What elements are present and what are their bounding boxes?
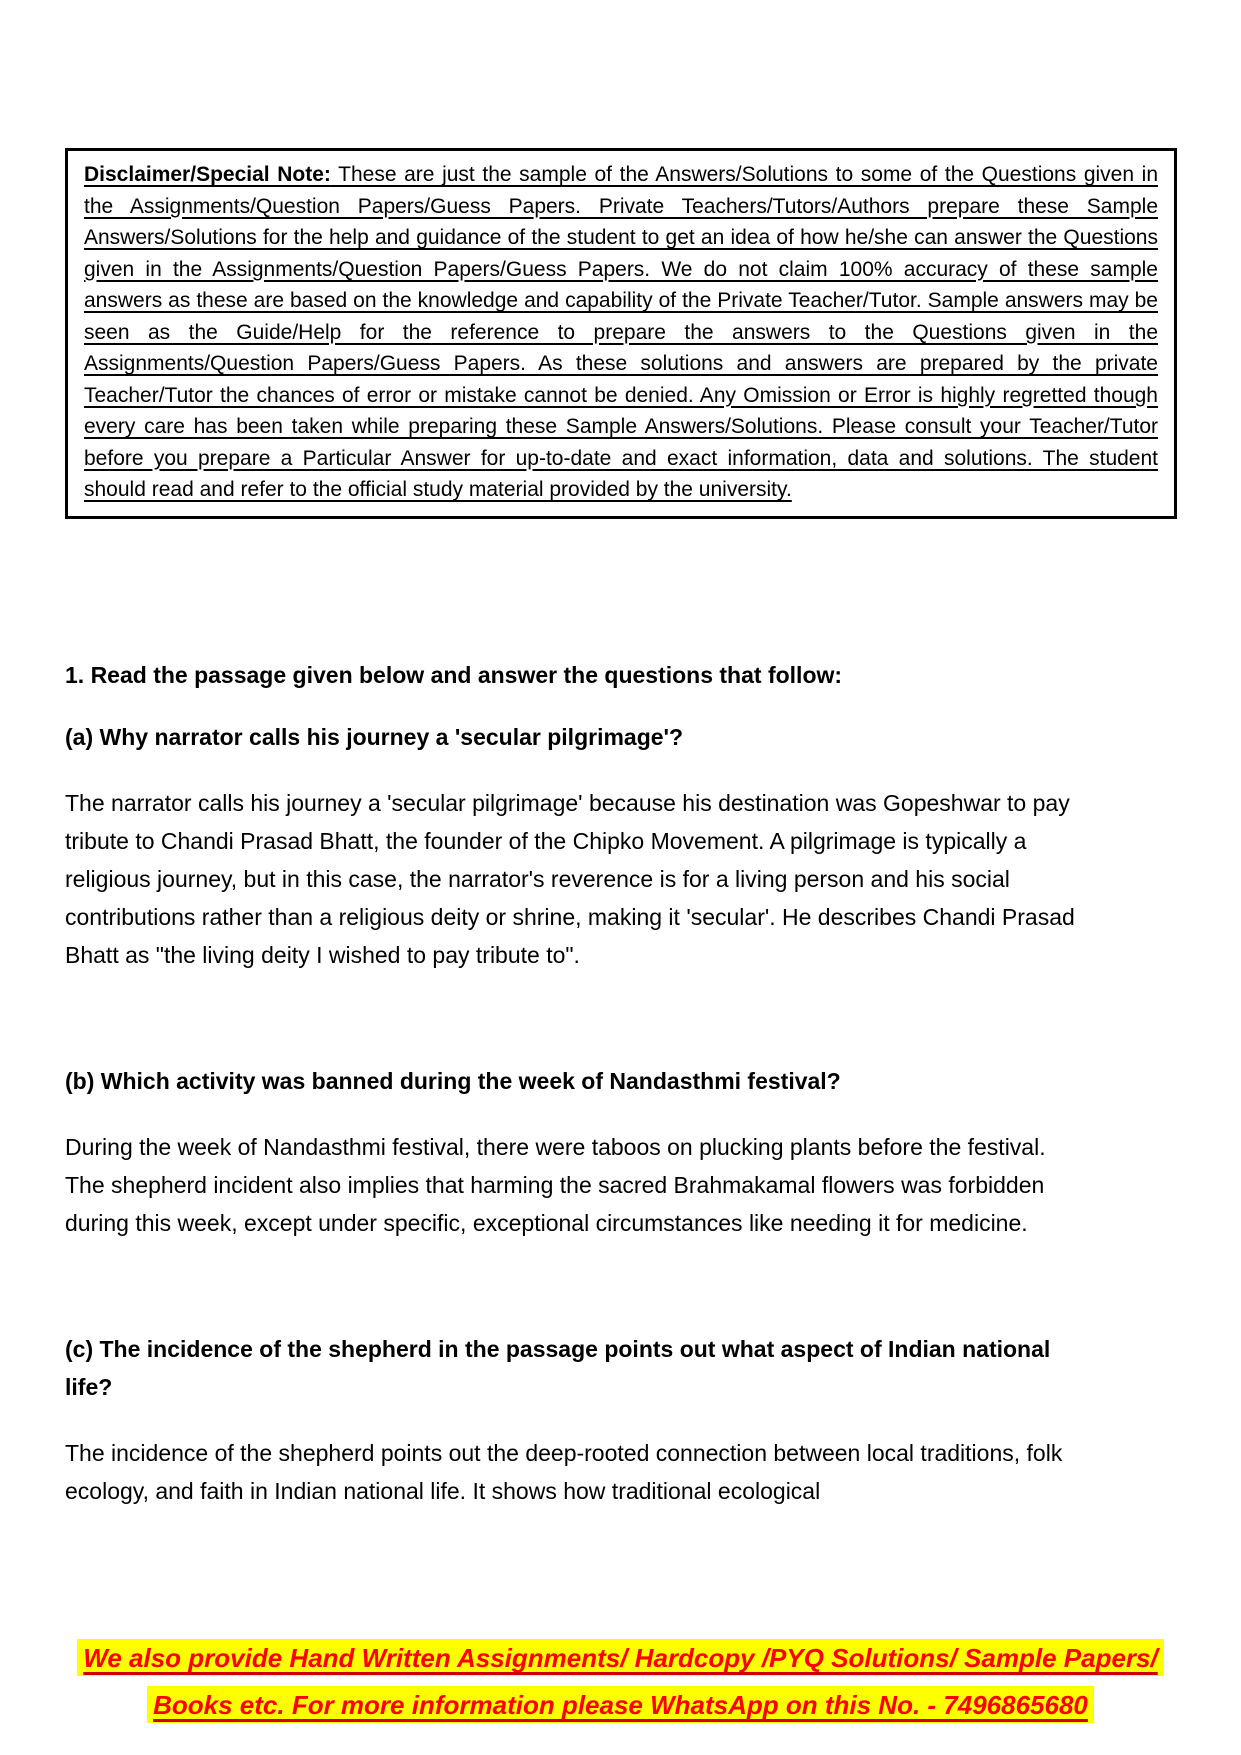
answer-c: The incidence of the shepherd points out the deep-rooted connection between local traditions, folk ecology, and faith in Indian national life. It shows how traditional ecological bbox=[65, 1439, 1063, 1504]
disclaimer-body: These are just the sample of the Answers/Solutions to some of the Questions given in the Assignments/Question Papers/Guess Papers. Private Teachers/Tutors/Authors prepare these Sample Answers/Solutions for the help and guidance of the student to get an idea of how he/she can answer the Questions given in the Assignments/Question Papers/Guess Papers. We do not claim 100% accuracy of these sample answers as these are based on the knowledge and capability of the Private Teacher/Tutor. Sample answers may be seen as the Guide/Help for the reference to prepare the answers to the Questions given in the Assignments/Question Papers/Guess Papers. As these solutions and answers are prepared by the private Teacher/Tutor the chances of error or mistake cannot be denied. Any Omission or Error is highly regretted though every care has been taken while preparing these Sample Answers/Solutions. Please consult your Teacher/Tutor before you prepare a Particular Answer for up-to-date and exact information, data and solutions. The student should read and refer to the official study material provided by the university. bbox=[84, 163, 1158, 501]
footer-row bbox=[0, 1637, 1241, 1684]
question-c: (c) The incidence of the shepherd in the passage points out what aspect of Indian national life? bbox=[65, 1335, 1051, 1400]
disclaimer-label: Disclaimer/Special Note: bbox=[84, 163, 331, 186]
question-heading: 1. Read the passage given below and answer the questions that follow: bbox=[65, 661, 843, 688]
answer-b: During the week of Nandasthmi festival, there were taboos on plucking plants before the festival. The shepherd incident also implies that harming the sacred Brahmakamal flowers was forbidden during this week, except under specific, exceptional circumstances like needing it for medicine. bbox=[65, 1133, 1046, 1236]
qa-item-c bbox=[65, 1330, 1180, 1510]
question-b: (b) Which activity was banned during the week of Nandasthmi festival? bbox=[65, 1067, 841, 1094]
disclaimer-box bbox=[65, 148, 1177, 519]
footer-line-2: Books etc. For more information please WhatsApp on this No. - 7496865680 bbox=[147, 1686, 1094, 1723]
qa-item-a bbox=[65, 718, 1180, 974]
question-a: (a) Why narrator calls his journey a 'secular pilgrimage'? bbox=[65, 723, 684, 750]
footer-banner bbox=[0, 1637, 1241, 1731]
qa-item-b bbox=[65, 1062, 1180, 1242]
footer-row bbox=[0, 1684, 1241, 1731]
answer-a: The narrator calls his journey a 'secular pilgrimage' because his destination was Gopeshwar to pay tribute to Chandi Prasad Bhatt, the founder of the Chipko Movement. A pilgrimage is typically a religious journey, but in this case, the narrator's reverence is for a living person and his social contributions rather than a religious deity or shrine, making it 'secular'. He describes Chandi Prasad Bhatt as "the living deity I wished to pay tribute to". bbox=[65, 789, 1075, 968]
disclaimer-text bbox=[84, 159, 1158, 506]
footer-line-1: We also provide Hand Written Assignments/ Hardcopy /PYQ Solutions/ Sample Papers/ bbox=[77, 1639, 1163, 1676]
